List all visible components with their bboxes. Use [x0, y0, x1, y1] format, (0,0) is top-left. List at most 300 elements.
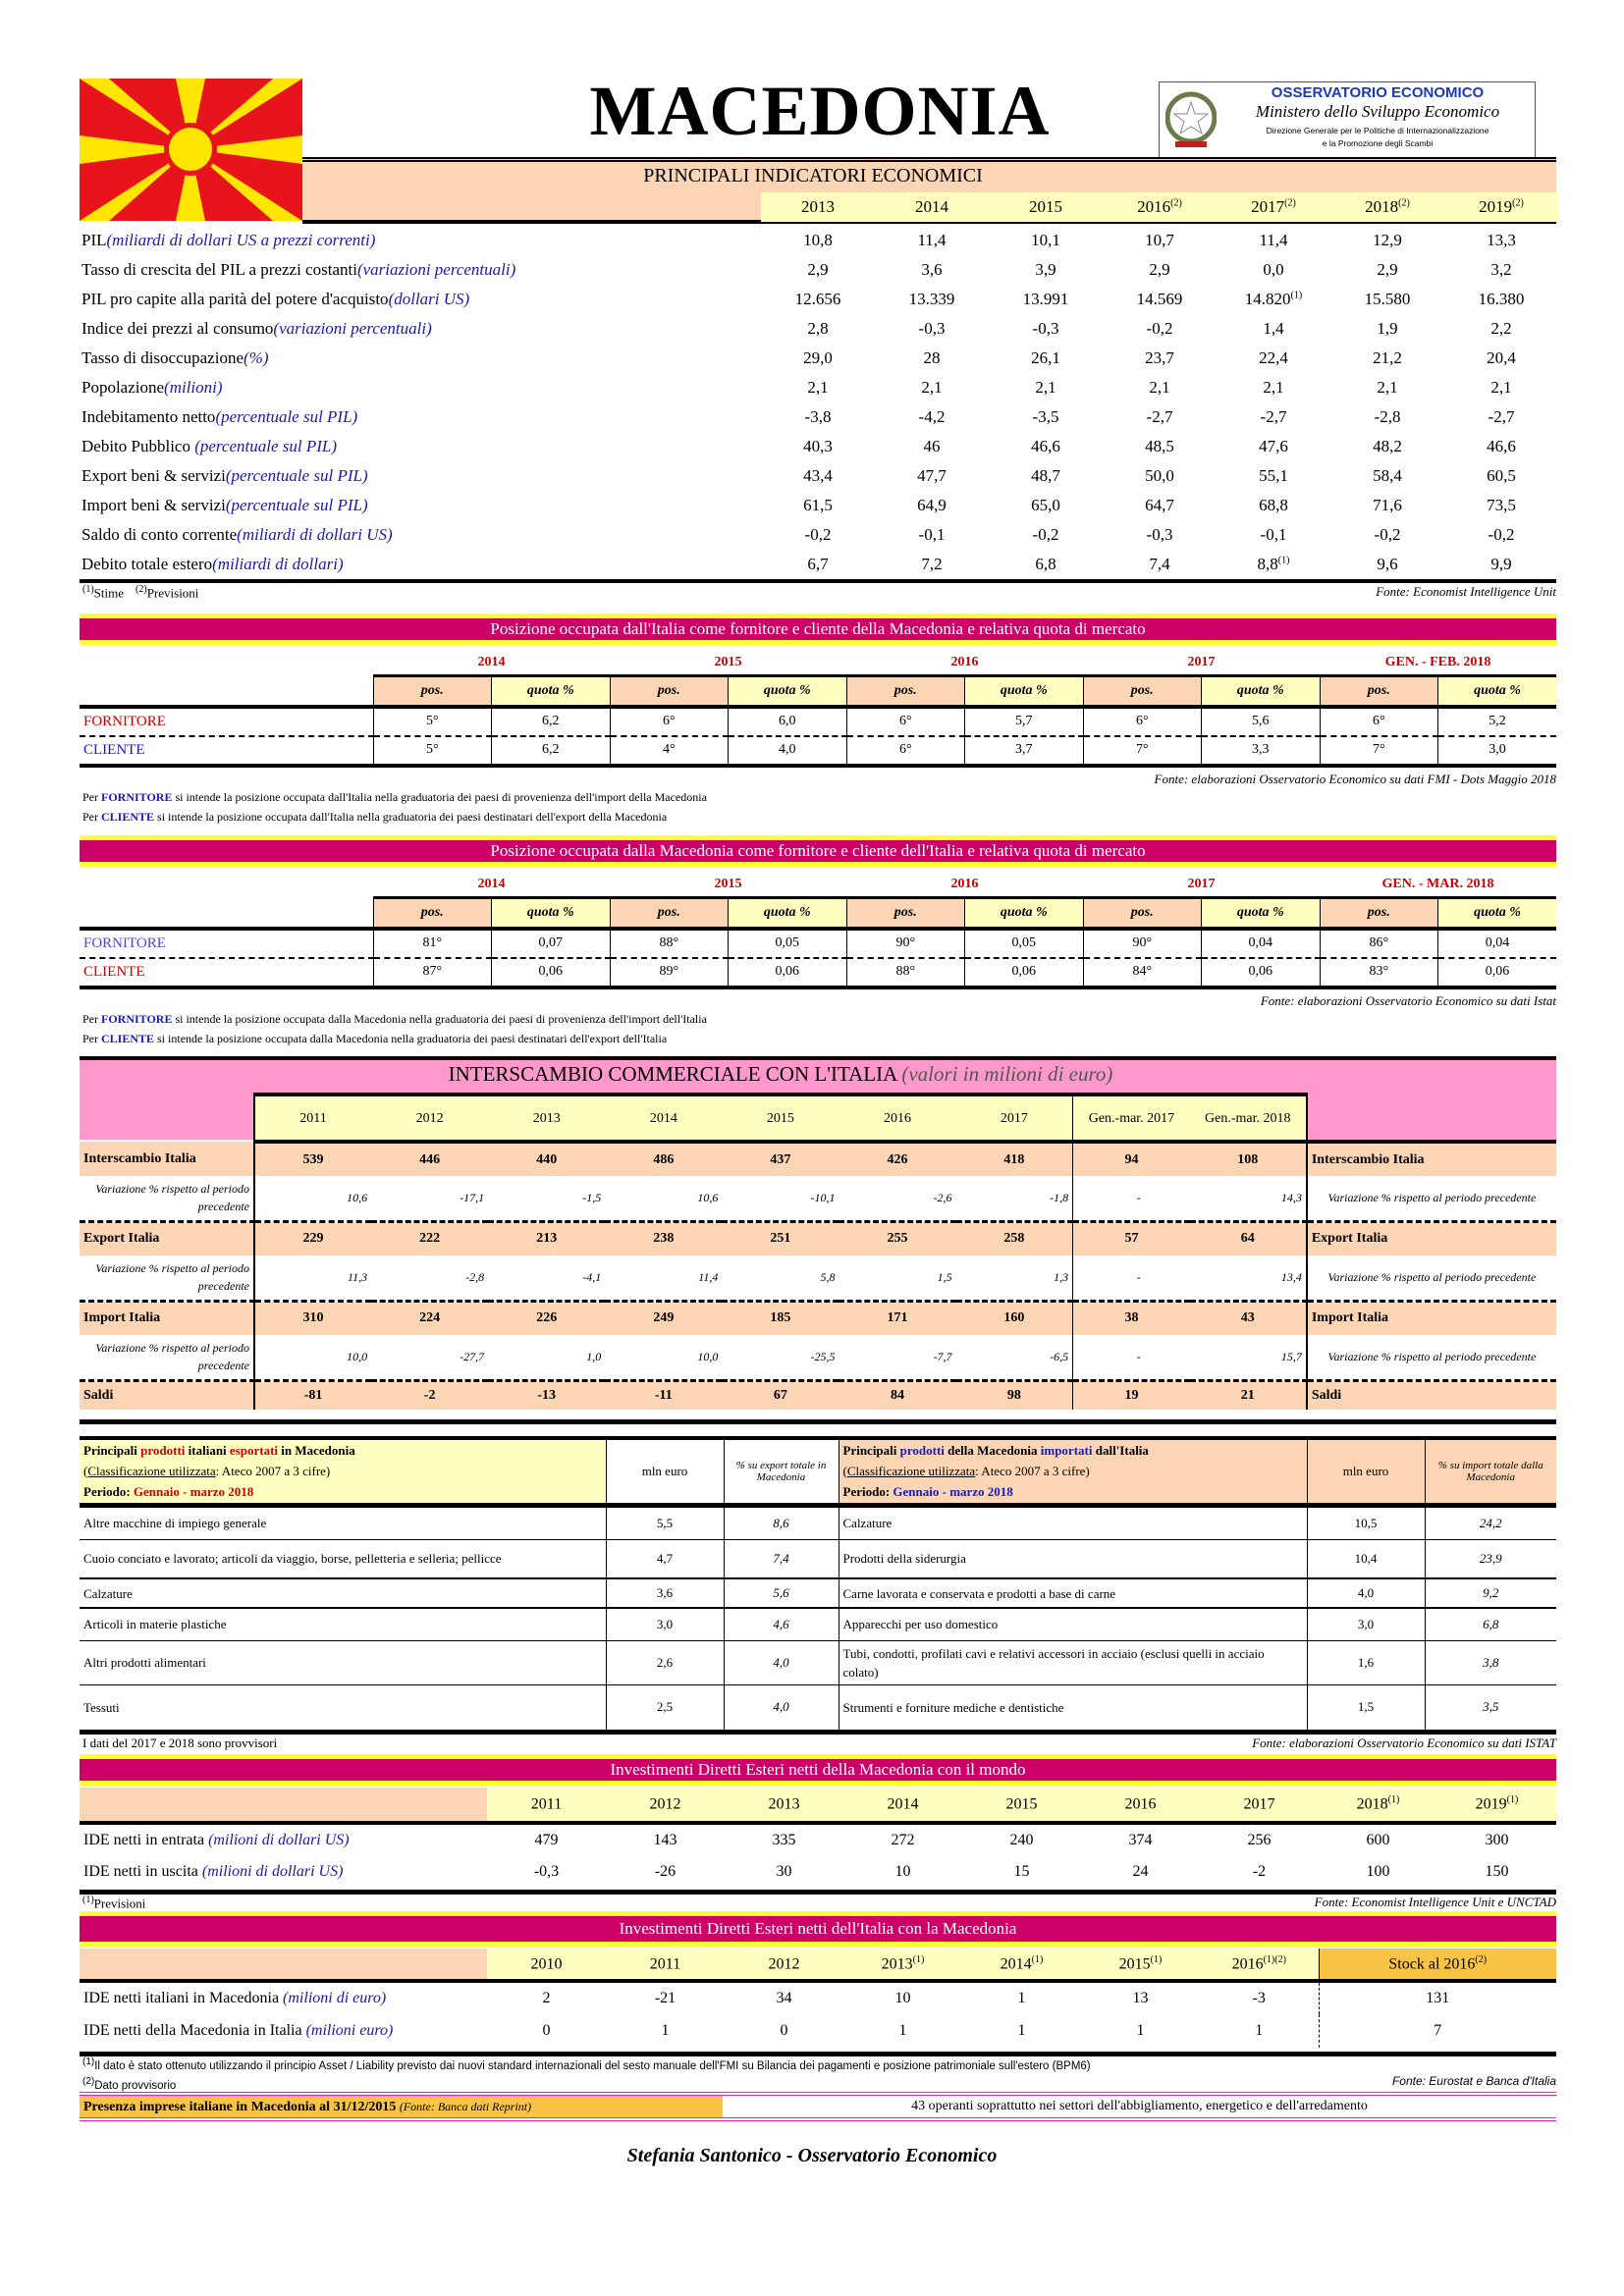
indicator-value: [989, 432, 1103, 461]
indicator-row: [80, 314, 1558, 344]
label-text: IDE netti in entrata: [83, 1831, 209, 1848]
value: 16.380: [1478, 290, 1525, 308]
indicator-row: [80, 226, 1558, 255]
indicator-value: [1103, 344, 1217, 373]
indicators-source: Fonte: Economist Intelligence Unit: [1376, 584, 1556, 599]
column-header-row: [80, 898, 1556, 929]
note-key: FORNITORE: [101, 790, 173, 804]
trade-value: 418: [956, 1142, 1073, 1176]
year: 2012: [649, 1795, 681, 1813]
fn-text: Il dato è stato ottenuto utilizzando il principio Asset / Liability previsto dai nuovi standard internazionali del sesto manuale dell'FMI su Bilancia dei pagamenti e posizione patrimoniale sull'estero (BPM6): [94, 2059, 1091, 2072]
t4: esportati: [229, 1443, 279, 1459]
period-label: 2015: [714, 877, 742, 891]
indicator-value: [989, 461, 1103, 491]
trade-value: -2: [371, 1380, 488, 1410]
value: 2,1: [1263, 378, 1284, 397]
indicator-value: [1444, 520, 1558, 550]
trade-value: 426: [839, 1142, 955, 1176]
label-text: Indice dei prezzi al consumo: [81, 319, 274, 338]
note-text: si intende la posizione occupata dall'Italia nella graduatoria dei paesi di provenienza dell'import della Macedonia: [175, 790, 707, 804]
value: 2,9: [1149, 260, 1170, 279]
indicator-value: [875, 461, 989, 491]
fn-text: Previsioni: [146, 585, 199, 601]
product-pct: 4,0: [724, 1640, 839, 1684]
product-name: Apparecchi per uso domestico: [839, 1608, 1307, 1640]
t3: italiani: [185, 1443, 230, 1459]
position-cell: 90°: [1083, 929, 1202, 958]
position-cell: 0,06: [1438, 958, 1557, 988]
value: 11,4: [917, 231, 947, 249]
value: 6,8: [1035, 555, 1056, 573]
unit-text: (miliardi di dollari): [212, 555, 344, 573]
position-cell: 6,0: [729, 707, 847, 736]
trade-value: 185: [722, 1301, 839, 1335]
period-label: 2016: [950, 877, 979, 891]
row-label: [80, 373, 761, 402]
trade-value: -1,8: [956, 1176, 1073, 1221]
value: 26,1: [1031, 348, 1060, 367]
fn-mark: (2): [82, 2076, 95, 2087]
trade-value: -4,1: [488, 1255, 605, 1301]
period-label: 2014: [477, 655, 506, 669]
indicators-years: [761, 192, 1558, 222]
indicator-value: [1444, 550, 1558, 579]
fdi-world-title-band: Investimenti Diretti Esteri netti della Macedonia con il mondo: [80, 1754, 1556, 1786]
value: -3,8: [804, 407, 832, 426]
trade-value: 171: [839, 1301, 955, 1335]
indicator-row: [80, 255, 1558, 285]
position-cell: 0,06: [492, 958, 611, 988]
position-cell: 3,7: [965, 736, 1084, 766]
product-mln: 3,0: [606, 1608, 724, 1640]
indicator-value: [1217, 285, 1330, 314]
value: 73,5: [1487, 496, 1516, 514]
trade-year-row: [80, 1095, 1556, 1142]
period-value: Gennaio - marzo 2018: [133, 1484, 254, 1500]
value: -0,3: [918, 319, 946, 338]
trade-value: 67: [722, 1380, 839, 1410]
trade-value: -27,7: [371, 1335, 488, 1380]
indicator-value: [1217, 344, 1330, 373]
trade-value: 222: [371, 1221, 488, 1255]
value: 14.569: [1136, 290, 1183, 308]
year-note: (1): [912, 1953, 925, 1965]
value: 13,3: [1487, 231, 1516, 249]
indicators-table: [80, 226, 1558, 579]
period-row: [373, 873, 1556, 896]
period-value: Gennaio - marzo 2018: [893, 1484, 1013, 1500]
product-name: Tessuti: [80, 1684, 606, 1730]
value: 12.656: [794, 290, 841, 308]
fdi-value: 1: [898, 2022, 907, 2039]
unit-text: (dollari US): [388, 290, 470, 308]
tbody: [80, 898, 1556, 988]
fdi-row: [80, 1981, 1556, 2014]
indicator-value: [761, 402, 875, 432]
position-cell: 86°: [1320, 929, 1438, 958]
product-pct: 3,5: [1425, 1684, 1556, 1730]
value: 71,6: [1373, 496, 1402, 514]
year-note: (2): [1398, 197, 1410, 209]
fdi-value: 2: [542, 1990, 551, 2006]
indicator-value: [1217, 550, 1330, 579]
trade-value: 251: [722, 1221, 839, 1255]
period-label: GEN. - MAR. 2018: [1381, 877, 1494, 891]
trade-value: -11: [605, 1380, 722, 1410]
value: 64,9: [917, 496, 947, 514]
fn-mark: (2): [135, 584, 147, 595]
value: 10,8: [803, 231, 833, 249]
row-label: [80, 432, 761, 461]
indicator-value: [761, 373, 875, 402]
trade-value: 19: [1073, 1380, 1190, 1410]
label-text: IDE netti in uscita: [83, 1862, 202, 1880]
trade-value: 258: [956, 1221, 1073, 1255]
year-header: [761, 192, 875, 222]
year: 2016: [1137, 197, 1171, 216]
trade-value: 255: [839, 1221, 955, 1255]
fdi-italy-fn1: [82, 2056, 1091, 2072]
italy_position-periods: [373, 651, 1556, 674]
year-header: [1081, 1788, 1200, 1823]
label-text: Saldo di conto corrente: [81, 525, 238, 544]
pos-header: pos.: [373, 898, 492, 929]
trade-value: 486: [605, 1142, 722, 1176]
value: 2,1: [1490, 378, 1512, 397]
value: 22,4: [1259, 348, 1288, 367]
macedonia_position-note: [82, 1012, 707, 1027]
trade-row-label: Variazione % rispetto al periodo precedente: [80, 1176, 254, 1221]
indicator-row: [80, 285, 1558, 314]
year-header: [843, 1949, 962, 1981]
tbody: [761, 192, 1558, 222]
stock-header: [1319, 1949, 1556, 1981]
year-note: (1): [1150, 1953, 1163, 1965]
indicator-value: [875, 402, 989, 432]
t1: Principali: [83, 1443, 141, 1459]
fdi-italy-fn2: [82, 2076, 176, 2092]
period-label: Periodo:: [83, 1484, 134, 1500]
product-name: Carne lavorata e conservata e prodotti a base di carne: [839, 1578, 1307, 1608]
fdi-value: -21: [654, 1990, 677, 2006]
stock-label: Stock al 2016: [1388, 1955, 1476, 1973]
value: 64,7: [1145, 496, 1174, 514]
italian-emblem-icon: [1165, 88, 1217, 151]
trade-value: 1,0: [488, 1335, 605, 1380]
indicator-value: [1444, 226, 1558, 255]
value: 9,9: [1490, 555, 1512, 573]
product-pct: 4,6: [724, 1608, 839, 1640]
trade-row-label-right: Export Italia: [1307, 1221, 1556, 1255]
value: 14.820: [1244, 290, 1291, 308]
value: 47,6: [1259, 437, 1288, 455]
indicator-value: [761, 344, 875, 373]
unit-text: (percentuale sul PIL): [215, 407, 358, 426]
value: 58,4: [1373, 466, 1402, 485]
trade-year: 2013: [488, 1095, 605, 1142]
fdi-value: 10: [894, 1862, 911, 1880]
year: 2013: [801, 197, 835, 216]
year: 2011: [649, 1955, 681, 1973]
indicator-value: [1330, 285, 1444, 314]
trade-value: 98: [956, 1380, 1073, 1410]
fdi-year-row: [80, 1788, 1556, 1823]
indicator-value: [1103, 373, 1217, 402]
position-cell: 83°: [1320, 958, 1438, 988]
tbody: [80, 1949, 1556, 2048]
indicator-value: [1330, 461, 1444, 491]
product-row: [80, 1505, 1556, 1539]
pos-header: pos.: [1320, 676, 1438, 707]
fdi-row: [80, 1823, 1556, 1855]
indicator-value: [1444, 402, 1558, 432]
t5: in Macedonia: [278, 1443, 355, 1459]
trade-value: -: [1073, 1176, 1190, 1221]
note-key: FORNITORE: [101, 1012, 173, 1026]
position-cell: 5°: [373, 707, 492, 736]
fdi-value: -2: [1252, 1862, 1267, 1880]
indicators-footnote: [82, 584, 198, 601]
trade-year: Gen.-mar. 2018: [1190, 1095, 1307, 1142]
unit-text: (%): [244, 348, 269, 367]
product-name: Altri prodotti alimentari: [80, 1640, 606, 1684]
stock-value: 7: [1319, 2014, 1556, 2048]
fn-text: Stime: [93, 585, 125, 601]
period-label: 2016: [950, 655, 979, 669]
value: -2,7: [1260, 407, 1287, 426]
logo-line4: e la Promozione degli Scambi: [1322, 138, 1434, 148]
year: 2013: [768, 1795, 800, 1813]
trade-value: -2,6: [839, 1176, 955, 1221]
product-name: Tubi, condotti, profilati cavi e relativi accessori in acciaio (esclusi quelli in acciaio colato): [839, 1640, 1307, 1684]
product-pct: 4,0: [724, 1684, 839, 1730]
position-cell: 5,7: [965, 707, 1084, 736]
position-cell: 90°: [846, 929, 965, 958]
tbody: [80, 676, 1556, 766]
presence-source: (Fonte: Banca dati Reprint): [399, 2100, 532, 2113]
indicator-value: [761, 226, 875, 255]
pos-header: pos.: [373, 676, 492, 707]
position-cell: 0,06: [965, 958, 1084, 988]
indicator-value: [1444, 255, 1558, 285]
col-mln: mln euro: [1307, 1438, 1425, 1505]
value: 55,1: [1259, 466, 1288, 485]
trade-title: [254, 1062, 1307, 1087]
value: 46,6: [1031, 437, 1060, 455]
empty-cell: [80, 1788, 487, 1823]
indicator-value: [875, 344, 989, 373]
position-cell: 5,6: [1202, 707, 1321, 736]
trade-value: 238: [605, 1221, 722, 1255]
indicator-value: [875, 255, 989, 285]
trade-year: 2017: [956, 1095, 1073, 1142]
indicator-value: [875, 285, 989, 314]
value: 43,4: [803, 466, 833, 485]
position-cell: 88°: [610, 929, 729, 958]
value: 47,7: [917, 466, 947, 485]
year-header: [1200, 1949, 1319, 1981]
pos-header: pos.: [846, 898, 965, 929]
indicator-value: [761, 285, 875, 314]
trade-value: -13: [488, 1380, 605, 1410]
fdi-value: -0,3: [533, 1862, 560, 1880]
indicator-value: [875, 226, 989, 255]
product-pct: 8,6: [724, 1505, 839, 1539]
position-cell: 6°: [610, 707, 729, 736]
indicator-value: [989, 520, 1103, 550]
position-row: [80, 707, 1556, 736]
year: 2011: [530, 1795, 563, 1813]
trade-value: 14,3: [1190, 1176, 1307, 1221]
indicator-value: [875, 373, 989, 402]
value-note: (1): [1277, 555, 1290, 566]
col-pct: % su export totale in Macedonia: [724, 1438, 839, 1505]
period-label: GEN. - FEB. 2018: [1384, 655, 1491, 669]
macedonia_position-title-band: Posizione occupata dalla Macedonia come fornitore e cliente dell'Italia e relativa quota di mercato: [80, 835, 1556, 867]
col-pct: % su import totale dalla Macedonia: [1425, 1438, 1556, 1505]
products-table: [80, 1436, 1556, 1731]
product-mln: 3,6: [606, 1578, 724, 1608]
position-cell: 3,0: [1438, 736, 1557, 766]
fdi-value: 34: [776, 1990, 792, 2006]
period: [843, 1481, 1303, 1502]
unit-text: (variazioni percentuali): [273, 319, 432, 338]
year-header: [1444, 192, 1558, 222]
trade-value: 310: [254, 1301, 371, 1335]
trade-row-label: Variazione % rispetto al periodo precedente: [80, 1335, 254, 1380]
trade-main-row: [80, 1380, 1556, 1410]
class-value: : Ateco 2007 a 3 cifre): [215, 1464, 331, 1479]
indicator-value: [989, 285, 1103, 314]
indicator-row: [80, 402, 1558, 432]
fdi-year-row: [80, 1949, 1556, 1981]
t1: Principali: [842, 1443, 900, 1459]
value: 29,0: [803, 348, 833, 367]
macedonia_position-note: [82, 1032, 667, 1046]
period-row: [373, 651, 1556, 674]
year-row: [761, 192, 1558, 222]
product-name: Articoli in materie plastiche: [80, 1608, 606, 1640]
position-cell: 6°: [846, 707, 965, 736]
year-note: (1): [1031, 1953, 1044, 1965]
row-label: [80, 285, 761, 314]
label-text: PIL: [81, 231, 107, 249]
year-header: [725, 1949, 843, 1981]
trade-variation-row: [80, 1176, 1556, 1221]
value: 7,4: [1149, 555, 1170, 573]
italy_position-source: Fonte: elaborazioni Osservatorio Economico su dati FMI - Dots Maggio 2018: [1154, 772, 1556, 786]
italy_position-note: [82, 810, 667, 825]
indicators-bottom-rule: [80, 579, 1556, 583]
indicator-value: [1103, 432, 1217, 461]
position-cell: 0,06: [1202, 958, 1321, 988]
tbody: [80, 226, 1558, 579]
presence-value: 43 operanti soprattutto nei settori dell'abbigliamento, energetico e dell'arredamento: [911, 2099, 1368, 2113]
t3: della Macedonia: [944, 1443, 1041, 1459]
product-row: [80, 1608, 1556, 1640]
year: 2015: [1005, 1795, 1038, 1813]
value: 13.339: [908, 290, 955, 308]
year-header: [962, 1949, 1081, 1981]
value: -2,7: [1488, 407, 1515, 426]
fdi-italy-title-band: Investimenti Diretti Esteri netti dell'Italia con la Macedonia: [80, 1911, 1556, 1947]
value: -2,8: [1374, 407, 1401, 426]
unit-text: (miliardi di dollari US): [237, 525, 393, 544]
indicator-value: [1444, 461, 1558, 491]
fdi-value: 10: [894, 1990, 911, 2006]
year-header: [1081, 1949, 1200, 1981]
fdi-value: 30: [776, 1862, 792, 1880]
value: 60,5: [1487, 466, 1516, 485]
period-label: Periodo:: [842, 1484, 893, 1500]
note-key: CLIENTE: [101, 810, 155, 824]
position-cell: 88°: [846, 958, 965, 988]
indicator-value: [989, 491, 1103, 520]
row-label: [80, 226, 761, 255]
product-row: [80, 1539, 1556, 1578]
row-label: [80, 520, 761, 550]
product-mln: 1,6: [1307, 1640, 1425, 1684]
unit-text: (milioni di euro): [283, 1990, 387, 2006]
products-heading: [843, 1440, 1303, 1461]
indicator-value: [875, 550, 989, 579]
year: 2014: [887, 1795, 919, 1813]
value: 21,2: [1373, 348, 1402, 367]
indicator-value: [1103, 520, 1217, 550]
fdi-world-source: Fonte: Economist Intelligence Unit e UNCTAD: [1314, 1895, 1556, 1909]
fdi-value: 256: [1247, 1831, 1272, 1848]
position-cell: 0,07: [492, 929, 611, 958]
note-text: si intende la posizione occupata dalla Macedonia nella graduatoria dei paesi destinatari dell'export dell'Italia: [157, 1032, 668, 1045]
fdi-value: 600: [1366, 1831, 1390, 1848]
fdi-value: 272: [891, 1831, 915, 1848]
year-header: [487, 1788, 606, 1823]
tbody: [80, 1438, 1556, 1730]
fdi-world-table: [80, 1788, 1556, 1888]
value: 48,5: [1145, 437, 1174, 455]
row-label: [80, 1981, 487, 2014]
label-text: IDE netti della Macedonia in Italia: [83, 2022, 306, 2039]
value: 2,9: [807, 260, 829, 279]
indicator-value: [1217, 461, 1330, 491]
product-pct: 3,8: [1425, 1640, 1556, 1684]
empty-cell: [80, 1949, 487, 1981]
year-header: [606, 1788, 725, 1823]
period-label: 2014: [477, 877, 506, 891]
position-row: [80, 958, 1556, 988]
fdi-value: 1: [1255, 2022, 1264, 2039]
trade-row-label: Import Italia: [80, 1301, 254, 1335]
trade-main-row: [80, 1301, 1556, 1335]
label-text: Indebitamento netto: [81, 407, 216, 426]
value: 2,1: [1377, 378, 1398, 397]
value: -0,1: [918, 525, 946, 544]
trade-value: 43: [1190, 1301, 1307, 1335]
fdi-row: [80, 1855, 1556, 1888]
trade-value: 108: [1190, 1142, 1307, 1176]
indicator-value: [989, 550, 1103, 579]
trade-value: -2,8: [371, 1255, 488, 1301]
fdi-value: 15: [1013, 1862, 1030, 1880]
indicator-value: [989, 344, 1103, 373]
trade-value: 446: [371, 1142, 488, 1176]
indicator-value: [1330, 344, 1444, 373]
row-label: [80, 255, 761, 285]
year-header: [1200, 1788, 1319, 1823]
year-note: (1): [1387, 1794, 1400, 1806]
trade-row-label-right: Interscambio Italia: [1307, 1142, 1556, 1176]
fdi-value: 1: [1017, 1990, 1026, 2006]
